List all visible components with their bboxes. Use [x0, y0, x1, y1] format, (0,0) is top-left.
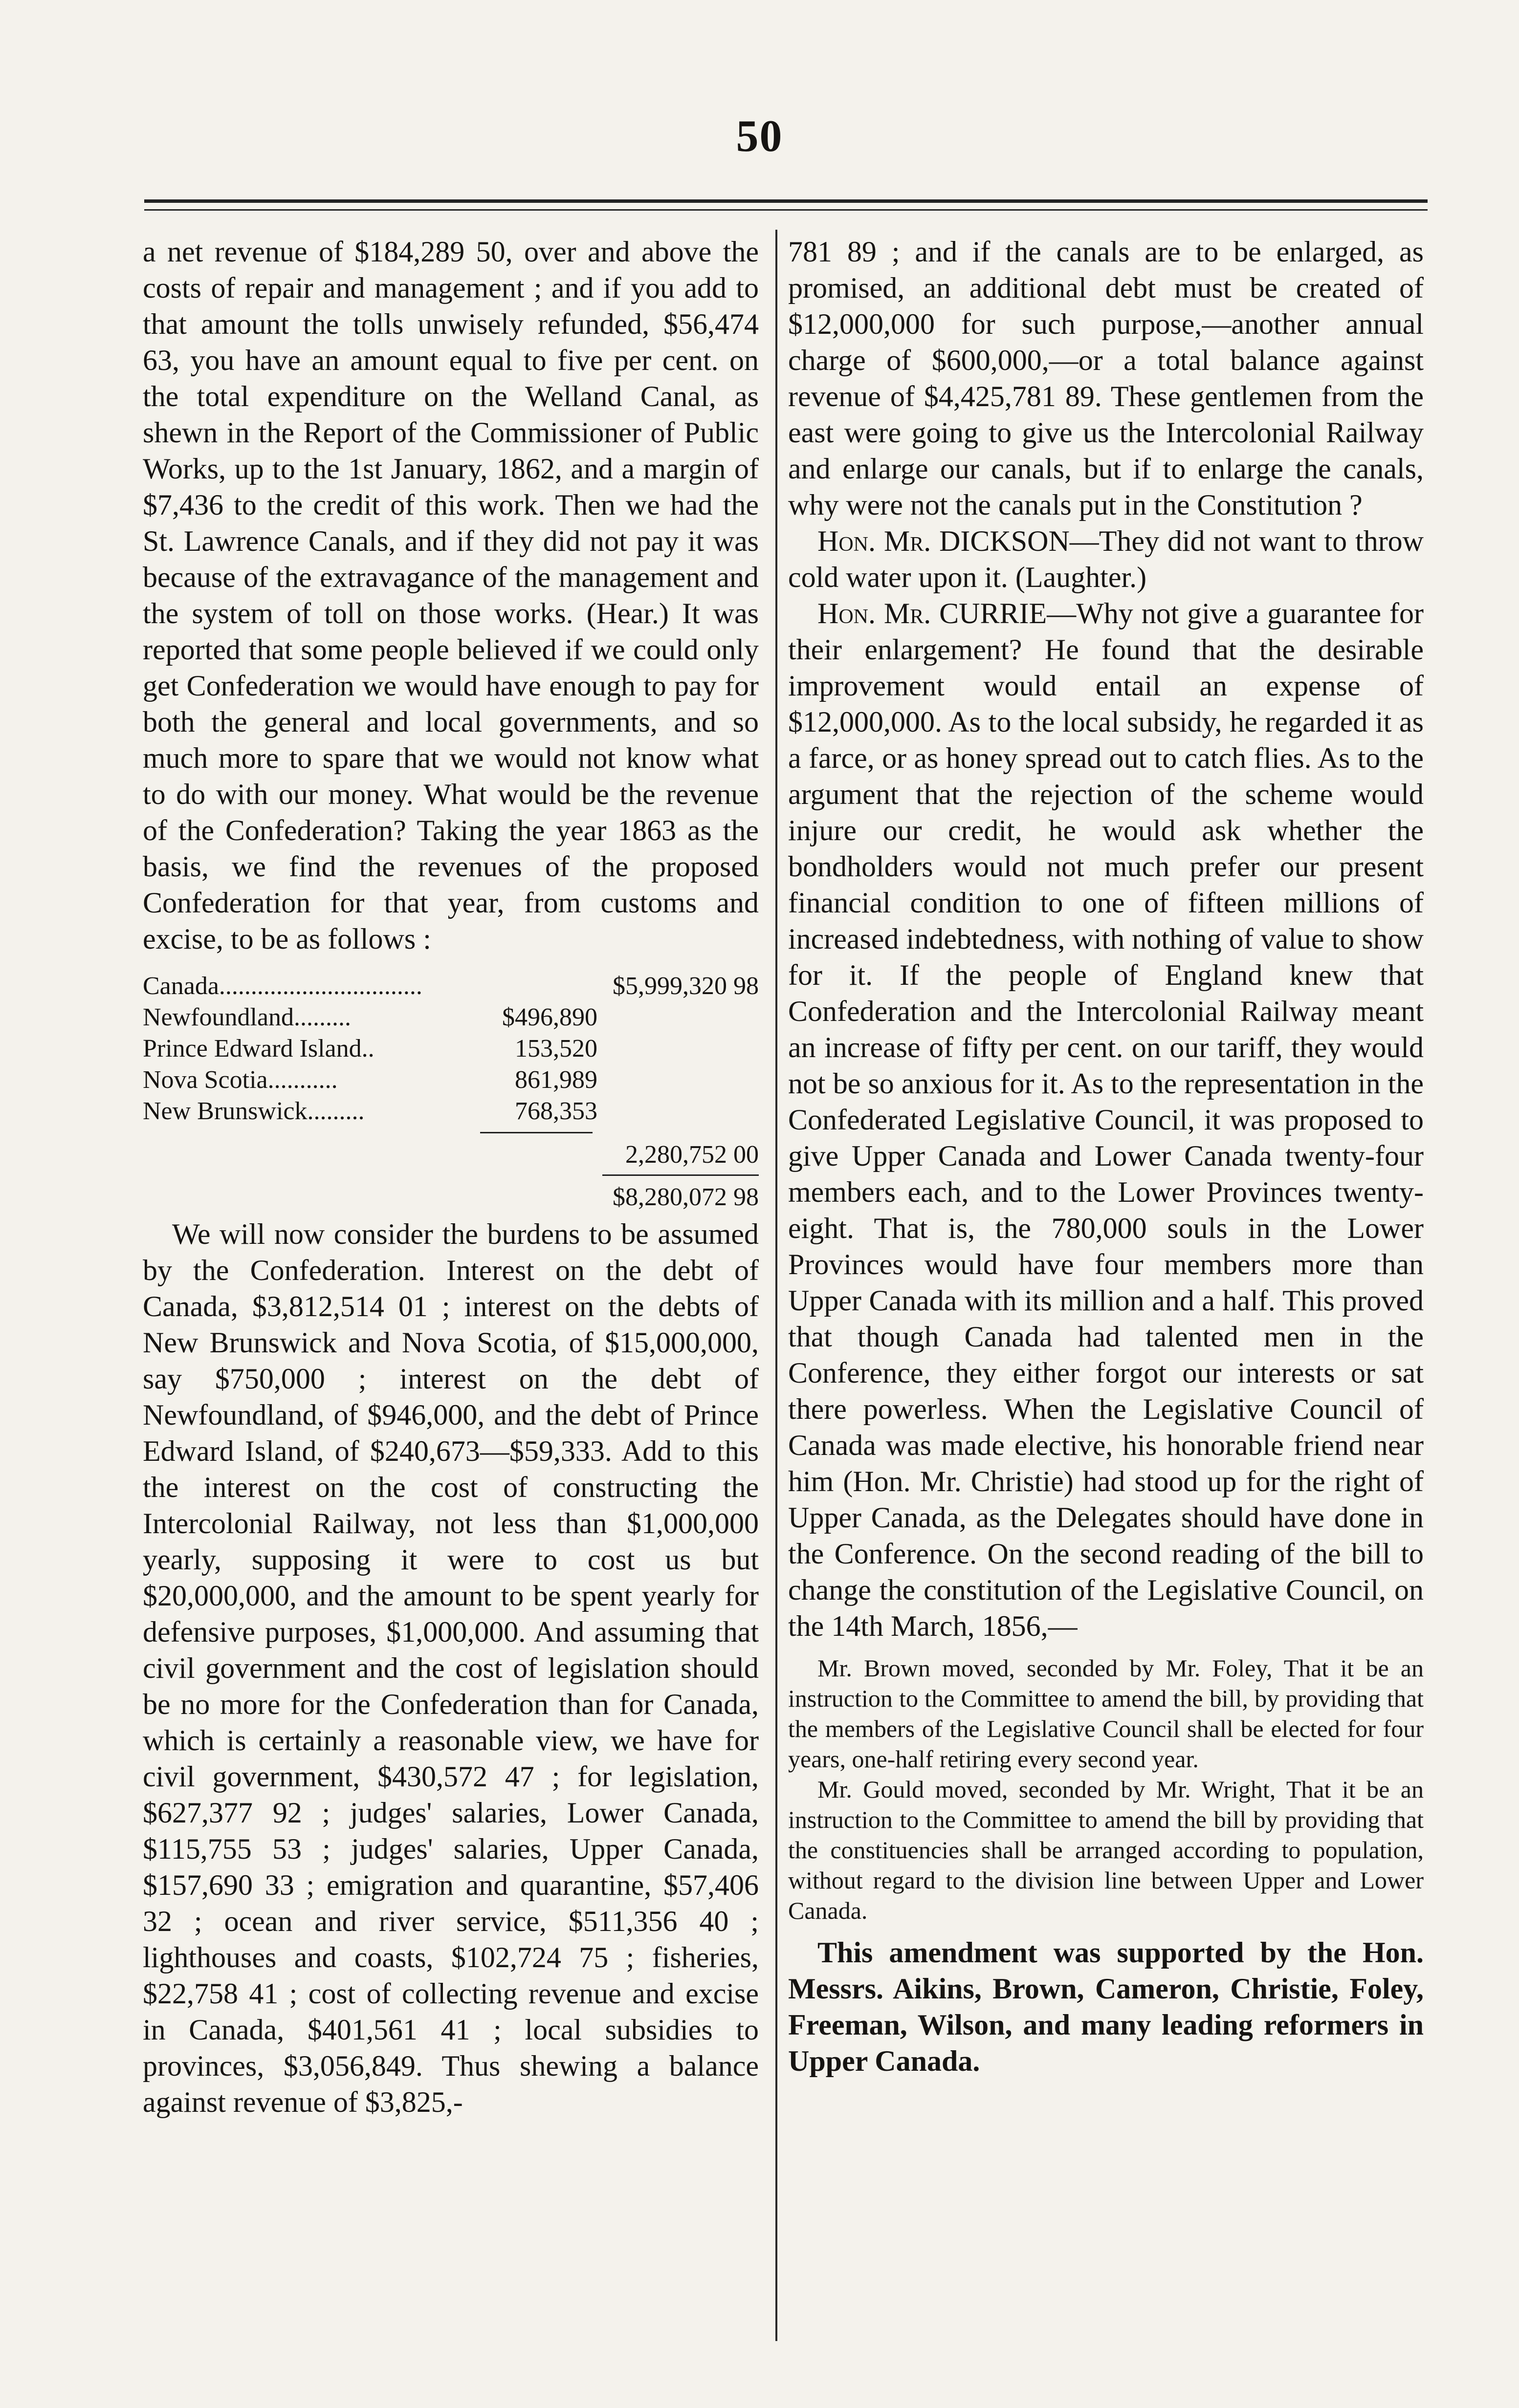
table-label-pei: Prince Edward Island..	[143, 1035, 374, 1063]
right-paragraph-amendment: This amendment was supported by the Hon. Messrs. Aikins, Brown, Cameron, Christie, Foley, Freeman, Wilson, and many leading reformers in Upper Canada.	[788, 1936, 1424, 2077]
table-value-canada: $5,999,320 98	[613, 972, 759, 1000]
speaker-name: Hon. Mr. DICKSON	[817, 525, 1070, 557]
table-row	[143, 1182, 759, 1213]
left-paragraph-1: a net revenue of $184,289 50, over and above the costs of repair and management ; and if you add to that amount the tolls unwisely refunded, $56,474 63, you have an amount equal to five per cent. on the total expenditure on the Welland Canal, as shewn in the Report of the Commissioner of Public Works, up to the 1st January, 1862, and a margin of $7,436 to the credit of this work. Then we had the St. Lawrence Canals, and if they did not pay it was because of the extravagance of the management and the system of toll on those works. (Hear.) It was reported that some people believed if we could only get Confederation we would have enough to pay for both the general and local governments, and so much more to spare that we would not know what to do with our money. What would be the revenue of the Confederation? Taking the year 1863 as the basis, we find the revenues of the proposed Confederation for that year, from customs and excise, to be as follows :	[143, 236, 759, 955]
motions-block	[788, 1653, 1424, 1926]
table-label-new-brunswick: New Brunswick.........	[143, 1097, 365, 1125]
table-subtotal: 2,280,752 00	[625, 1141, 759, 1169]
table-label-nova-scotia: Nova Scotia...........	[143, 1066, 338, 1094]
motion-gould: Mr. Gould moved, seconded by Mr. Wright, That it be an instruction to the Committee to amend the bill by providing that the constituencies shall be arranged according to population, without regard to the division line between Upper and Lower Canada.	[788, 1776, 1424, 1924]
right-column	[788, 234, 1424, 2079]
table-row	[143, 1002, 759, 1033]
motion-brown: Mr. Brown moved, seconded by Mr. Foley, That it be an instruction to the Committee to amend the bill, by providing that the members of the Legislative Council shall be elected for four years, one-half retiring every second year.	[788, 1654, 1424, 1773]
total-rule	[602, 1174, 759, 1176]
table-row	[143, 971, 759, 1002]
header-rule-thick	[144, 199, 1428, 203]
table-label-newfoundland: Newfoundland.........	[143, 1003, 352, 1031]
right-paragraph-currie	[788, 595, 1424, 1644]
right-paragraph-1: 781 89 ; and if the canals are to be enlarged, as promised, an additional debt must be created of $12,000,000 for such purpose,—another annual charge of $600,000,—or a total balance against revenue of $4,425,781 89. These gentlemen from the east were going to give us the Intercolonial Railway and enlarge our canals, but if to enlarge the canals, why were not the canals put in the Constitution ?	[788, 236, 1424, 521]
subtotal-rule	[480, 1132, 593, 1133]
table-row	[143, 1139, 759, 1171]
table-total: $8,280,072 98	[613, 1183, 759, 1211]
speaker-name: Hon. Mr. CURRIE	[817, 597, 1047, 629]
left-paragraph-2: We will now consider the burdens to be assumed by the Confederation. Interest on the debt of Canada, $3,812,514 01 ; interest on the debts of New Brunswick and Nova Scotia, of $15,000,000, say $750,000 ; interest on the debt of Newfoundland, of $946,000, and the debt of Prince Edward Island, of $240,673—$59,333. Add to this the interest on the cost of constructing the Intercolonial Railway, not less than $1,000,000 yearly, supposing it were to cost us but $20,000,000, and the amount to be spent yearly for defensive purposes, $1,000,000. And assuming that civil government and the cost of legislation should be no more for the Confederation than for Canada, which is certainly a reasonable view, we have for civil government, $430,572 47 ; for legislation, $627,377 92 ; judges' salaries, Lower Canada, $115,755 53 ; judges' salaries, Upper Canada, $157,690 33 ; emigration and quarantine, $57,406 32 ; ocean and river service, $511,356 40 ; lighthouses and coasts, $102,724 75 ; fisheries, $22,758 41 ; cost of collecting revenue and excise in Canada, $401,561 41 ; local subsidies to provinces, $3,056,849. Thus shewing a balance against revenue of $3,825,-	[143, 1218, 759, 2118]
table-value-nova-scotia: 861,989	[515, 1066, 597, 1094]
right-paragraph-dickson	[788, 523, 1424, 595]
table-value-new-brunswick: 768,353	[515, 1097, 597, 1125]
speech-text: —They did not want to throw cold water upon it. (Laughter.)	[788, 525, 1424, 593]
table-row	[143, 1033, 759, 1064]
table-label-canada: Canada................................	[143, 972, 422, 1000]
table-row	[143, 1064, 759, 1096]
header-rule-thin	[144, 209, 1428, 211]
table-row	[143, 1096, 759, 1127]
left-column	[143, 234, 759, 2120]
table-value-newfoundland: $496,890	[502, 1003, 597, 1031]
page-number: 50	[736, 111, 783, 161]
speech-text: —Why not give a guarantee for their enlargement? He found that the desirable improvement would entail an expense of $12,000,000. As to the local subsidy, he regarded it as a farce, or as honey spread out to catch flies. As to the argument that the rejection of the scheme would injure our credit, he would ask whether the bondholders would not much prefer our present financial condition to one of fifteen millions of increased indebtedness, with nothing of value to show for it. If the people of England knew that Confederation and the Intercolonial Railway meant an increase of fifty per cent. on our tariff, they would not be so anxious for it. As to the representation in the Confederated Legislative Council, it was proposed to give Upper Canada and Lower Canada twenty-four members each, and to the Lower Provinces twenty-eight. That is, the 780,000 souls in the Lower Provinces would have four members more than Upper Canada with its million and a half. This proved that though Canada had talented men in the Conference, they either forgot our interests or sat there powerless. When the Legislative Council of Canada was made elective, his honorable friend near him (Hon. Mr. Christie) had stood up for the right of Upper Canada, as the Delegates should have done in the Conference. On the second reading of the bill to change the constitution of the Legislative Council, on the 14th March, 1856,—	[788, 597, 1424, 1642]
revenue-table	[143, 971, 759, 1213]
column-divider	[775, 230, 777, 2341]
table-value-pei: 153,520	[515, 1035, 597, 1063]
